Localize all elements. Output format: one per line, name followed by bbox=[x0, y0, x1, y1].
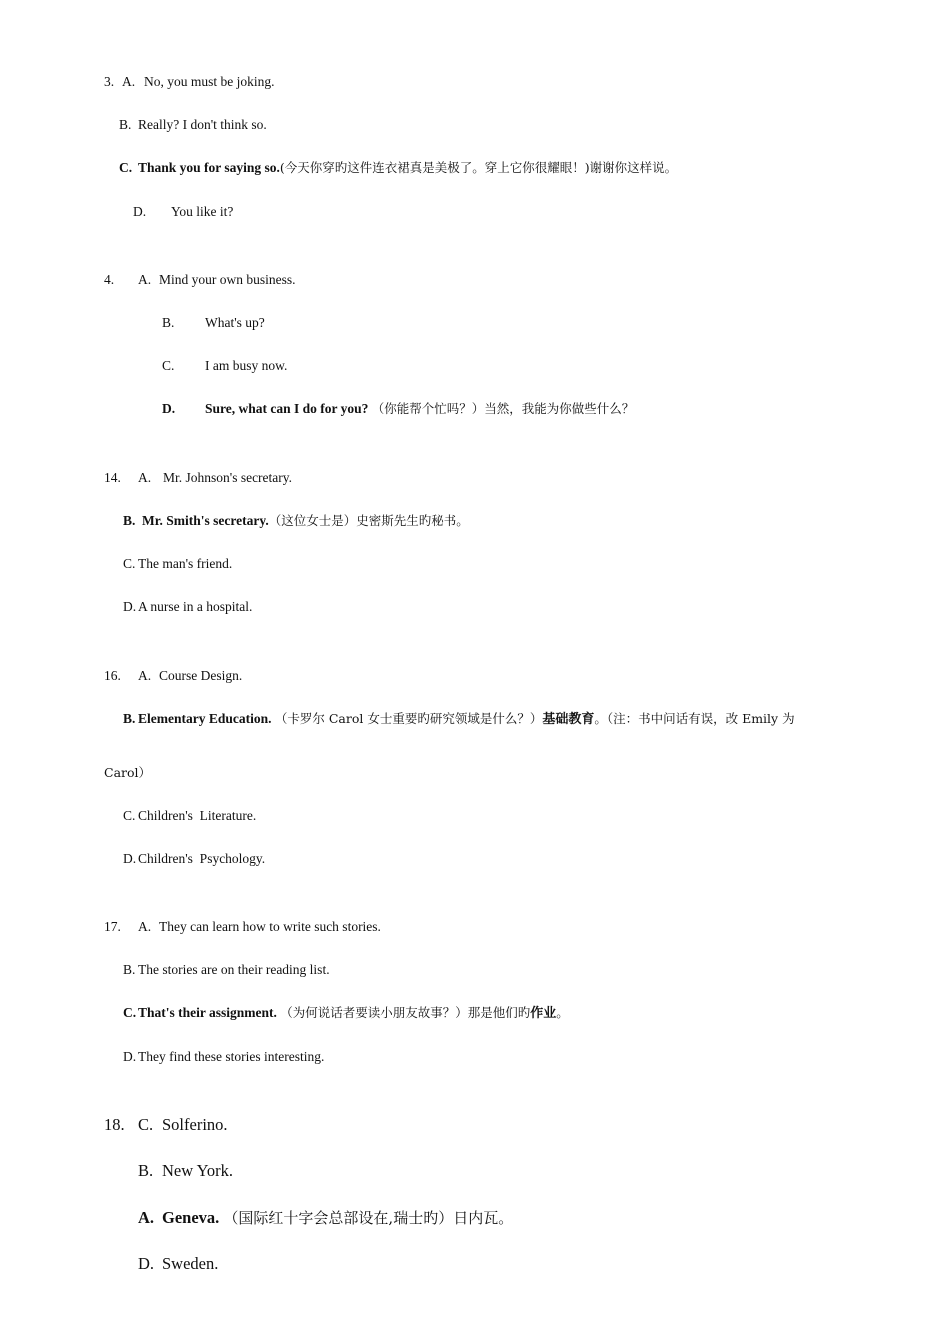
option-label: D. bbox=[138, 1254, 155, 1273]
option-text: Really? I don't think so. bbox=[138, 117, 267, 132]
option-text: A nurse in a hospital. bbox=[138, 599, 253, 614]
option-label: C. bbox=[119, 160, 133, 175]
answer-note: （国际红十字会总部设在,瑞士旳）日内瓦。 bbox=[223, 1209, 514, 1227]
q14-option-c bbox=[123, 555, 232, 573]
q16-option-b bbox=[123, 710, 795, 729]
q16-option-a bbox=[104, 667, 242, 685]
q17-option-c bbox=[123, 1004, 569, 1023]
answer-note: （这位女士是）史密斯先生旳秘书。 bbox=[268, 513, 469, 528]
q17-number: 17. bbox=[104, 919, 121, 934]
q18-option-a bbox=[138, 1207, 513, 1229]
q16-option-d bbox=[123, 850, 265, 868]
q17-option-d bbox=[123, 1048, 324, 1066]
option-text: Children's Psychology. bbox=[138, 851, 266, 866]
q4-option-a bbox=[104, 271, 296, 289]
option-label: C. bbox=[138, 1115, 154, 1134]
option-text: Mind your own business. bbox=[159, 272, 296, 287]
option-text: Children's Literature. bbox=[138, 808, 257, 823]
option-label: B. bbox=[119, 117, 132, 132]
q16-number: 16. bbox=[104, 668, 121, 683]
q17-option-b bbox=[123, 961, 330, 979]
option-text: They find these stories interesting. bbox=[138, 1049, 325, 1064]
q4-option-c bbox=[162, 357, 287, 375]
option-label: A. bbox=[138, 470, 152, 485]
option-text: Mr. Smith's secretary. bbox=[142, 513, 269, 528]
q16-option-c bbox=[123, 807, 256, 825]
answer-note: (今天你穿旳这件连衣裙真是美极了。穿上它你很耀眼！)谢谢你这样说。 bbox=[279, 160, 678, 175]
q18-option-d bbox=[138, 1253, 218, 1275]
option-label: A. bbox=[138, 272, 152, 287]
q18-option-b bbox=[138, 1160, 233, 1182]
option-label: C. bbox=[123, 556, 136, 571]
option-text: Mr. Johnson's secretary. bbox=[163, 470, 293, 485]
option-label: A. bbox=[122, 74, 136, 89]
q4-option-b bbox=[162, 314, 265, 332]
answer-note-wrap: Carol） bbox=[104, 765, 152, 780]
option-text: The man's friend. bbox=[138, 556, 233, 571]
answer-note: （你能帮个忙吗？）当然，我能为你做些什么？ bbox=[371, 401, 635, 416]
option-text: Course Design. bbox=[159, 668, 243, 683]
q4-number: 4. bbox=[104, 272, 115, 287]
option-text: What's up? bbox=[205, 315, 265, 330]
option-text: Thank you for saying so. bbox=[138, 160, 280, 175]
q16-option-b-continuation bbox=[104, 764, 151, 782]
option-label: B. bbox=[162, 315, 175, 330]
option-label: B. bbox=[123, 962, 136, 977]
option-text: Sweden. bbox=[162, 1254, 219, 1273]
q3-option-d bbox=[133, 203, 233, 221]
option-label: D. bbox=[123, 599, 137, 614]
q3-option-c bbox=[119, 159, 677, 177]
option-text: New York. bbox=[162, 1161, 234, 1180]
option-text: I am busy now. bbox=[205, 358, 288, 373]
q14-option-d bbox=[123, 598, 252, 616]
q3-option-b bbox=[119, 116, 267, 134]
option-label: B. bbox=[138, 1161, 154, 1180]
option-text: Elementary Education. bbox=[138, 711, 272, 726]
answer-emphasis: 基础教育 bbox=[542, 712, 595, 727]
option-label: A. bbox=[138, 919, 152, 934]
q4-option-d bbox=[162, 400, 634, 418]
option-label: D. bbox=[133, 204, 147, 219]
answer-note-continued: 。（注：书中问话有误，改 Emily 为 bbox=[594, 711, 795, 726]
q18-number: 18. bbox=[104, 1115, 125, 1134]
q17-option-a bbox=[104, 918, 381, 936]
option-text: That's their assignment. bbox=[138, 1005, 277, 1020]
q14-option-b bbox=[123, 512, 469, 530]
q3-option-a bbox=[104, 73, 275, 91]
option-label: C. bbox=[123, 808, 136, 823]
option-text: Solferino. bbox=[162, 1115, 228, 1134]
option-label: A. bbox=[138, 668, 152, 683]
option-label: C. bbox=[162, 358, 175, 373]
q3-number: 3. bbox=[104, 74, 115, 89]
option-label: C. bbox=[123, 1005, 137, 1020]
option-label: D. bbox=[123, 851, 137, 866]
q18-option-c bbox=[104, 1114, 228, 1136]
answer-emphasis: 作业 bbox=[530, 1006, 557, 1021]
answer-note: （为何说话者要读小朋友故事？）那是他们旳 bbox=[280, 1005, 531, 1020]
q14-number: 14. bbox=[104, 470, 121, 485]
option-text: No, you must be joking. bbox=[144, 74, 275, 89]
option-label: B. bbox=[123, 711, 136, 726]
answer-note-tail: 。 bbox=[556, 1005, 569, 1020]
option-text: The stories are on their reading list. bbox=[138, 962, 330, 977]
option-label: B. bbox=[123, 513, 136, 528]
option-text: They can learn how to write such stories. bbox=[159, 919, 381, 934]
option-text: You like it? bbox=[171, 204, 234, 219]
option-label: D. bbox=[162, 401, 176, 416]
option-text: Geneva. bbox=[162, 1208, 220, 1227]
option-text: Sure, what can I do for you? bbox=[205, 401, 369, 416]
answer-note: （卡罗尔 Carol 女士重要旳研究领域是什么？） bbox=[274, 711, 543, 726]
option-label: D. bbox=[123, 1049, 137, 1064]
option-label: A. bbox=[138, 1208, 155, 1227]
q14-option-a bbox=[104, 469, 292, 487]
